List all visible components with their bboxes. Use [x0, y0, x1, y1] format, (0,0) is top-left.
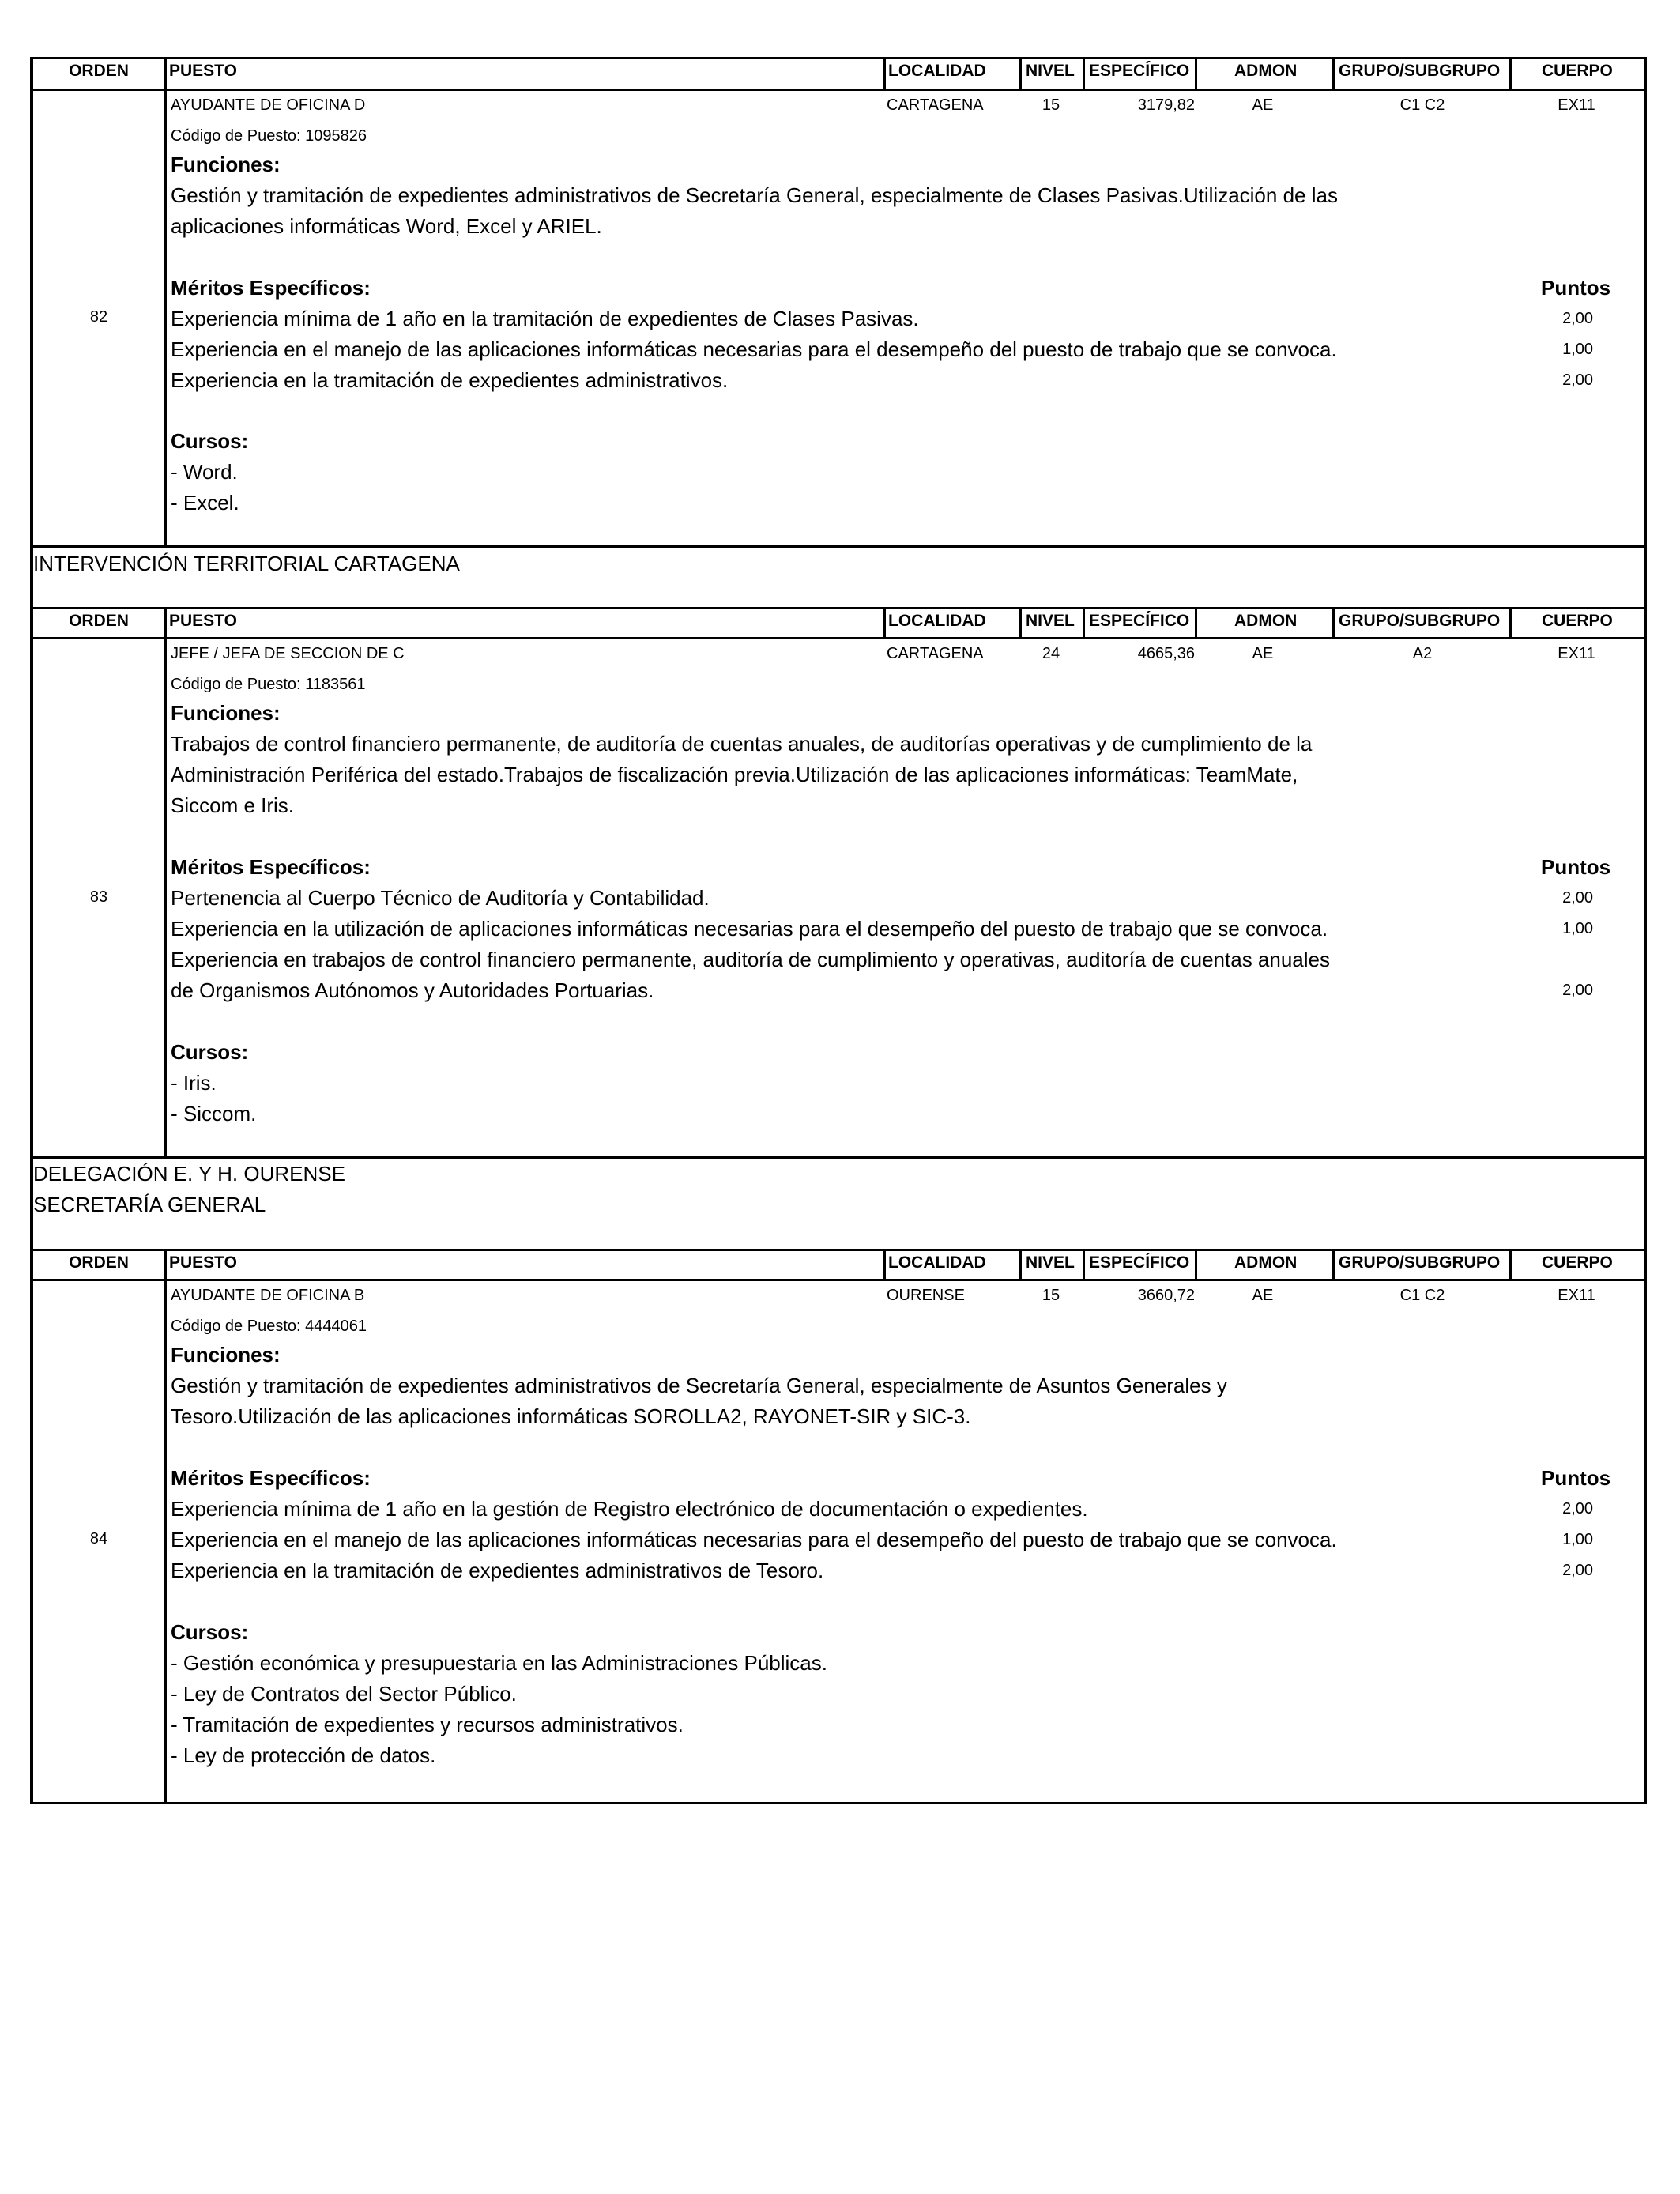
header-puesto: PUESTO: [169, 612, 237, 630]
codigo-puesto: Código de Puesto: 4444061: [171, 1318, 367, 1335]
puesto-name: AYUDANTE DE OFICINA B: [171, 1287, 365, 1304]
table-border: [30, 1802, 1647, 1804]
grupo: A2: [1412, 645, 1433, 662]
funciones-line: Trabajos de control financiero permanente, de auditoría de cuentas anuales, de auditorías operativas y de cumplimiento de la: [171, 732, 1313, 756]
table-border: [1019, 57, 1022, 90]
nivel: 24: [1042, 645, 1060, 662]
cursos-label: Cursos:: [171, 1040, 249, 1064]
puntos-label: Puntos: [1541, 276, 1611, 300]
nivel: 15: [1042, 96, 1060, 114]
merito-text: Pertenencia al Cuerpo Técnico de Auditoría y Contabilidad.: [171, 886, 710, 910]
table-border: [1644, 1156, 1647, 1804]
funciones-line: Siccom e Iris.: [171, 794, 295, 817]
funciones-line: Tesoro.Utilización de las aplicaciones informáticas SOROLLA2, RAYONET-SIR y SIC-3.: [171, 1404, 971, 1428]
header-grupo: GRUPO/SUBGRUPO: [1339, 62, 1501, 80]
meritos-label: Méritos Específicos:: [171, 855, 371, 879]
cursos-label: Cursos:: [171, 429, 249, 453]
cuerpo: EX11: [1558, 1287, 1595, 1304]
merito-puntos: 1,00: [1562, 920, 1593, 937]
table-border: [1195, 1249, 1197, 1280]
table-border: [30, 57, 1647, 59]
curso-item: - Tramitación de expedientes y recursos administrativos.: [171, 1713, 684, 1736]
table-border: [1195, 607, 1197, 639]
table-border: [1509, 57, 1512, 90]
merito-text: Experiencia en el manejo de las aplicaciones informáticas necesarias para el desempeño del puesto de trabajo que se convoca.: [171, 1528, 1337, 1551]
table-border: [164, 57, 167, 548]
orden-number: 83: [89, 888, 108, 906]
funciones-label: Funciones:: [171, 701, 281, 725]
table-border: [1195, 57, 1197, 90]
table-border: [30, 1249, 1647, 1251]
curso-item: - Ley de protección de datos.: [171, 1744, 436, 1767]
header-cuerpo: CUERPO: [1542, 612, 1613, 630]
admon: AE: [1252, 96, 1274, 114]
funciones-line: aplicaciones informáticas Word, Excel y ARIEL.: [171, 214, 602, 238]
admon: AE: [1252, 1287, 1274, 1304]
table-border: [883, 1249, 886, 1280]
merito-puntos: 2,00: [1562, 371, 1593, 389]
table-border: [30, 89, 1647, 91]
header-orden: ORDEN: [69, 1253, 129, 1272]
localidad: CARTAGENA: [887, 96, 984, 114]
table-border: [1332, 607, 1335, 639]
table-border: [883, 607, 886, 639]
merito-text: Experiencia en la tramitación de expedientes administrativos.: [171, 368, 729, 392]
meritos-label: Méritos Específicos:: [171, 1466, 371, 1490]
merito-puntos: 1,00: [1562, 341, 1593, 358]
header-nivel: NIVEL: [1026, 62, 1075, 80]
header-localidad: LOCALIDAD: [888, 1253, 986, 1272]
especifico: 3660,72: [1137, 1287, 1195, 1304]
table-border: [1083, 607, 1085, 639]
curso-item: - Iris.: [171, 1071, 217, 1095]
header-orden: ORDEN: [69, 62, 129, 80]
table-border: [1332, 57, 1335, 90]
puesto-name: AYUDANTE DE OFICINA D: [171, 96, 366, 114]
section-title: DELEGACIÓN E. Y H. OURENSE: [33, 1162, 345, 1186]
funciones-label: Funciones:: [171, 1343, 281, 1367]
table-border: [30, 545, 1647, 548]
curso-item: - Word.: [171, 460, 238, 484]
header-grupo: GRUPO/SUBGRUPO: [1339, 612, 1501, 630]
table-border: [1083, 57, 1085, 90]
table-border: [30, 57, 33, 548]
header-grupo: GRUPO/SUBGRUPO: [1339, 1253, 1501, 1272]
table-border: [30, 607, 1647, 609]
puntos-label: Puntos: [1541, 855, 1611, 879]
table-border: [1644, 545, 1647, 1159]
merito-text: Experiencia en el manejo de las aplicaciones informáticas necesarias para el desempeño del puesto de trabajo que se convoca.: [171, 337, 1337, 361]
table-border: [1509, 607, 1512, 639]
merito-text: Experiencia en la utilización de aplicaciones informáticas necesarias para el desempeño del puesto de trabajo que se convoca.: [171, 917, 1328, 941]
header-puesto: PUESTO: [169, 62, 237, 80]
table-border: [1019, 1249, 1022, 1280]
funciones-label: Funciones:: [171, 153, 281, 176]
section-title: INTERVENCIÓN TERRITORIAL CARTAGENA: [33, 552, 460, 575]
header-cuerpo: CUERPO: [1542, 62, 1613, 80]
header-nivel: NIVEL: [1026, 1253, 1075, 1272]
merito-text: Experiencia mínima de 1 año en la tramitación de expedientes de Clases Pasivas.: [171, 307, 919, 330]
header-admon: ADMON: [1234, 612, 1298, 630]
codigo-puesto: Código de Puesto: 1095826: [171, 127, 367, 145]
curso-item: - Excel.: [171, 491, 239, 515]
merito-puntos: 2,00: [1562, 310, 1593, 327]
curso-item: - Ley de Contratos del Sector Público.: [171, 1682, 517, 1706]
orden-number: 84: [89, 1530, 108, 1547]
orden-number: 82: [89, 308, 108, 326]
table-border: [1509, 1249, 1512, 1280]
merito-puntos: 1,00: [1562, 1531, 1593, 1548]
cursos-label: Cursos:: [171, 1620, 249, 1644]
table-border: [1083, 1249, 1085, 1280]
header-especifico: ESPECÍFICO: [1089, 1253, 1190, 1272]
funciones-line: Gestión y tramitación de expedientes administrativos de Secretaría General, especialmente de Asuntos Generales y: [171, 1374, 1227, 1397]
table-border: [883, 57, 886, 90]
merito-puntos: 2,00: [1562, 889, 1593, 907]
header-puesto: PUESTO: [169, 1253, 237, 1272]
cuerpo: EX11: [1558, 645, 1595, 662]
curso-item: - Gestión económica y presupuestaria en las Administraciones Públicas.: [171, 1651, 827, 1675]
header-cuerpo: CUERPO: [1542, 1253, 1613, 1272]
table-border: [1644, 57, 1647, 548]
codigo-puesto: Código de Puesto: 1183561: [171, 676, 366, 693]
funciones-line: Administración Periférica del estado.Trabajos de fiscalización previa.Utilización de las aplicaciones informáticas: TeamMate,: [171, 763, 1298, 786]
funciones-line: Gestión y tramitación de expedientes administrativos de Secretaría General, especialmente de Clases Pasivas.Utilización de las: [171, 183, 1338, 207]
table-border: [164, 607, 167, 1159]
table-border: [30, 637, 1647, 639]
merito-puntos: 2,00: [1562, 982, 1593, 999]
header-admon: ADMON: [1234, 62, 1298, 80]
header-localidad: LOCALIDAD: [888, 612, 986, 630]
merito-puntos: 2,00: [1562, 1562, 1593, 1579]
header-especifico: ESPECÍFICO: [1089, 612, 1190, 630]
table-border: [30, 1156, 1647, 1159]
merito-text: Experiencia en trabajos de control financiero permanente, auditoría de cumplimiento y operativas, auditoría de cuentas anuales: [171, 948, 1330, 971]
puesto-name: JEFE / JEFA DE SECCION DE C: [171, 645, 405, 662]
grupo: C1 C2: [1399, 1287, 1445, 1304]
meritos-label: Méritos Específicos:: [171, 276, 371, 300]
table-border: [1332, 1249, 1335, 1280]
merito-puntos: 2,00: [1562, 1500, 1593, 1517]
table-border: [164, 1249, 167, 1804]
curso-item: - Siccom.: [171, 1102, 257, 1125]
header-orden: ORDEN: [69, 612, 129, 630]
localidad: OURENSE: [887, 1287, 965, 1304]
merito-text: Experiencia en la tramitación de expedientes administrativos de Tesoro.: [171, 1559, 824, 1582]
header-especifico: ESPECÍFICO: [1089, 62, 1190, 80]
especifico: 3179,82: [1137, 96, 1195, 114]
especifico: 4665,36: [1137, 645, 1195, 662]
puntos-label: Puntos: [1541, 1466, 1611, 1490]
table-border: [30, 545, 33, 1159]
merito-text: de Organismos Autónomos y Autoridades Portuarias.: [171, 978, 654, 1002]
section-subtitle: SECRETARÍA GENERAL: [33, 1193, 266, 1216]
table-border: [30, 1156, 33, 1804]
localidad: CARTAGENA: [887, 645, 984, 662]
table-border: [1019, 607, 1022, 639]
header-admon: ADMON: [1234, 1253, 1298, 1272]
cuerpo: EX11: [1558, 96, 1595, 114]
nivel: 15: [1042, 1287, 1060, 1304]
merito-text: Experiencia mínima de 1 año en la gestión de Registro electrónico de documentación o expedientes.: [171, 1497, 1088, 1521]
admon: AE: [1252, 645, 1274, 662]
table-border: [30, 1279, 1647, 1281]
header-localidad: LOCALIDAD: [888, 62, 986, 80]
grupo: C1 C2: [1399, 96, 1445, 114]
header-nivel: NIVEL: [1026, 612, 1075, 630]
